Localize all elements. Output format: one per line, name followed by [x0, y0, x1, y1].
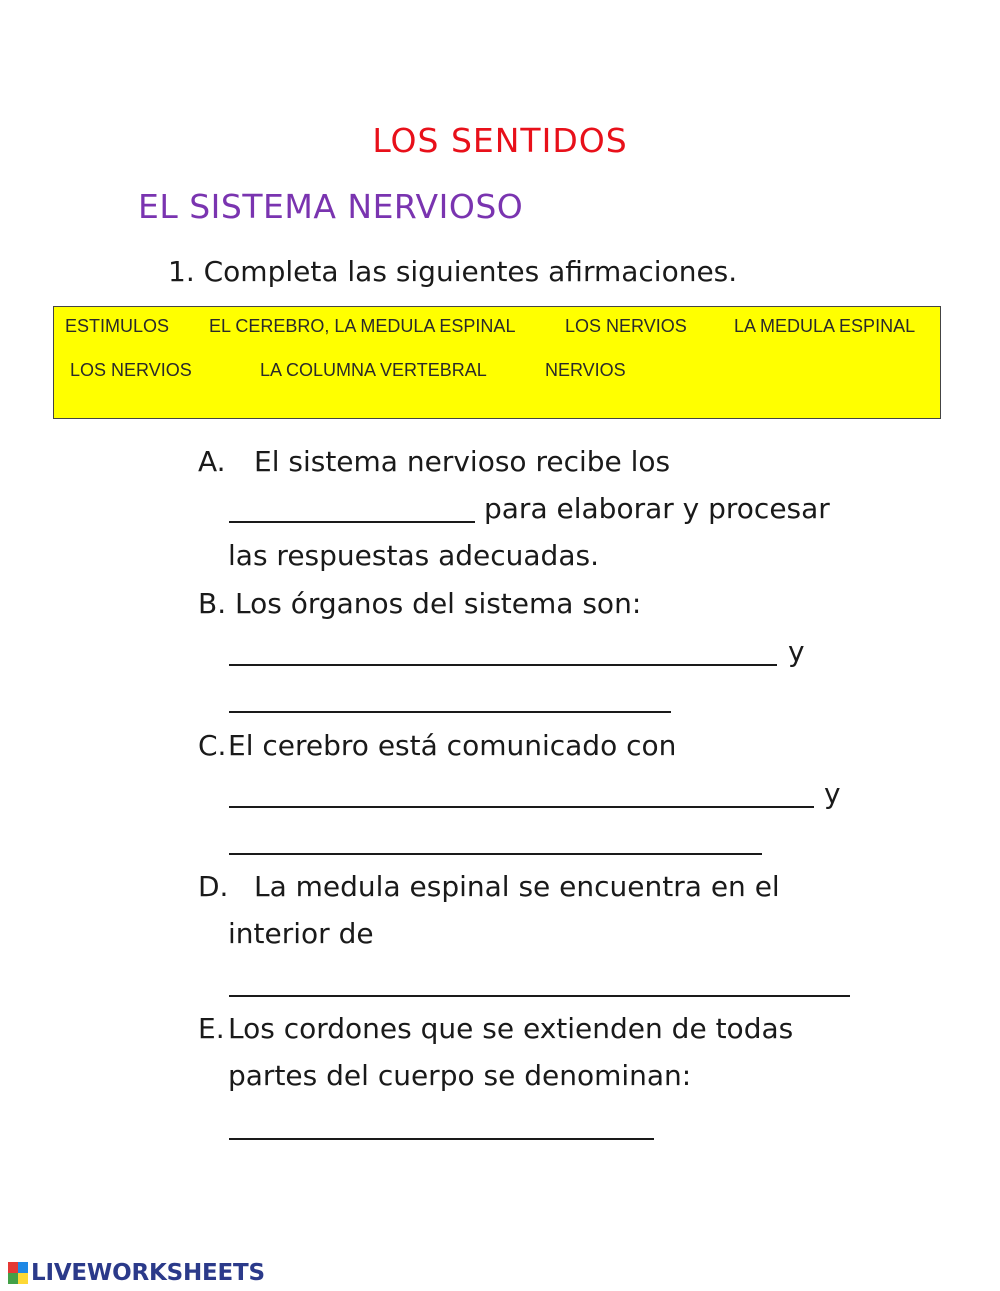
answer-blank-c2[interactable]: [229, 853, 762, 855]
question-e-letter: E.: [198, 1012, 225, 1045]
question-c-connector: y: [824, 777, 841, 810]
word-bank-item[interactable]: LA MEDULA ESPINAL: [734, 316, 916, 336]
question-e-text-2: partes del cuerpo se denominan:: [228, 1059, 692, 1092]
word-bank-item[interactable]: EL CEREBRO, LA MEDULA ESPINAL: [209, 316, 516, 336]
answer-blank-a[interactable]: [229, 521, 475, 523]
question-d-text: La medula espinal se encuentra en el: [254, 870, 780, 903]
question-b-letter: B.: [198, 587, 227, 620]
question-d-letter: D.: [198, 870, 229, 903]
footer-brand-text: LIVEWORKSHEETS: [31, 1260, 265, 1286]
footer-brand: [8, 1258, 265, 1288]
word-bank-item[interactable]: ESTIMULOS: [65, 316, 170, 336]
liveworksheets-logo-icon: [8, 1262, 28, 1284]
question-b-text: Los órganos del sistema son:: [235, 587, 642, 620]
answer-blank-c1[interactable]: [229, 806, 814, 808]
page-title: LOS SENTIDOS: [372, 121, 628, 160]
word-bank-item[interactable]: LOS NERVIOS: [565, 316, 687, 336]
question-c-text: El cerebro está comunicado con: [228, 729, 677, 762]
word-bank: [53, 306, 941, 419]
question-a-text: El sistema nervioso recibe los: [254, 445, 671, 478]
answer-blank-d[interactable]: [229, 995, 850, 997]
question-a-text-3: las respuestas adecuadas.: [228, 539, 599, 572]
question-a-letter: A.: [198, 445, 226, 478]
question-d-text-2: interior de: [228, 917, 374, 950]
section-subtitle: EL SISTEMA NERVIOSO: [138, 187, 524, 226]
answer-blank-b1[interactable]: [229, 664, 777, 666]
word-bank-item[interactable]: LOS NERVIOS: [70, 360, 192, 380]
question-e-text: Los cordones que se extienden de todas: [228, 1012, 794, 1045]
word-bank-item[interactable]: LA COLUMNA VERTEBRAL: [260, 360, 487, 380]
instruction-text: 1. Completa las siguientes afirmaciones.: [168, 255, 738, 288]
answer-blank-e[interactable]: [229, 1138, 654, 1140]
question-c-letter: C.: [198, 729, 227, 762]
question-b-connector: y: [788, 635, 805, 668]
question-a-text-2: para elaborar y procesar: [484, 492, 830, 525]
word-bank-item[interactable]: NERVIOS: [545, 360, 626, 380]
answer-blank-b2[interactable]: [229, 711, 671, 713]
